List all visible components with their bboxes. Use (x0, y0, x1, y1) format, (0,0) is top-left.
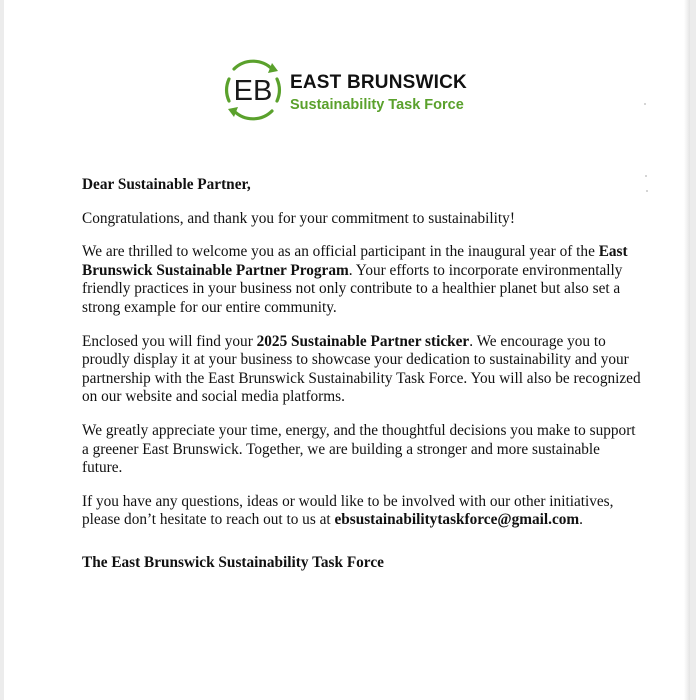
sticker-name: 2025 Sustainable Partner sticker (256, 332, 470, 350)
contact-email: ebsustainabilitytaskforce@gmail.com (334, 511, 580, 529)
letter-page (4, 0, 690, 700)
scan-speck (645, 175, 647, 177)
paragraph-sticker (82, 333, 642, 407)
logo-initials: EB (233, 75, 273, 107)
logo-subtitle: Sustainability Task Force (290, 97, 464, 113)
sticker-text: Enclosed you will find your (82, 332, 257, 350)
salutation: Dear Sustainable Partner, (82, 176, 251, 193)
sticker-text-cont: . We encourage you to proudly display it at your business to showcase your dedication to sustainability and your partnership with the East Brunswick Sustainability Task Force. You will also be recognized on our website and social media platforms. (82, 332, 641, 406)
welcome-text: We are thrilled to welcome you as an official participant in the inaugural year of the (82, 243, 599, 261)
signoff: The East Brunswick Sustainability Task Force (82, 553, 384, 571)
paragraph-congratulations: Congratulations, and thank you for your commitment to sustainability! (82, 209, 515, 227)
contact-text: If you have any questions, ideas or would like to be involved with our other initiatives, please don’t hesitate to reach out to us at (82, 492, 614, 529)
program-name: East Brunswick Sustainable Partner Program (82, 243, 628, 279)
east-brunswick-logo (220, 57, 490, 123)
paragraph-welcome (82, 243, 642, 317)
letter-body (82, 176, 642, 588)
welcome-text-cont: . Your efforts to incorporate environmentally friendly practices in your business not only contribute to a healthier planet but also set a strong example for our entire community. (82, 261, 623, 316)
page-edge-shadow (684, 0, 690, 700)
scan-speck (644, 103, 646, 105)
contact-end: . (579, 511, 583, 529)
eb-recycle-icon (220, 57, 286, 123)
paragraph-appreciation: We greatly appreciate your time, energy, and the thoughtful decisions you make to support a greener East Brunswick. Together, we are building a stronger and more sustainable future. (82, 421, 636, 477)
paragraph-contact (82, 493, 642, 530)
logo-title: EAST BRUNSWICK (290, 72, 467, 93)
scan-speck (646, 190, 648, 192)
